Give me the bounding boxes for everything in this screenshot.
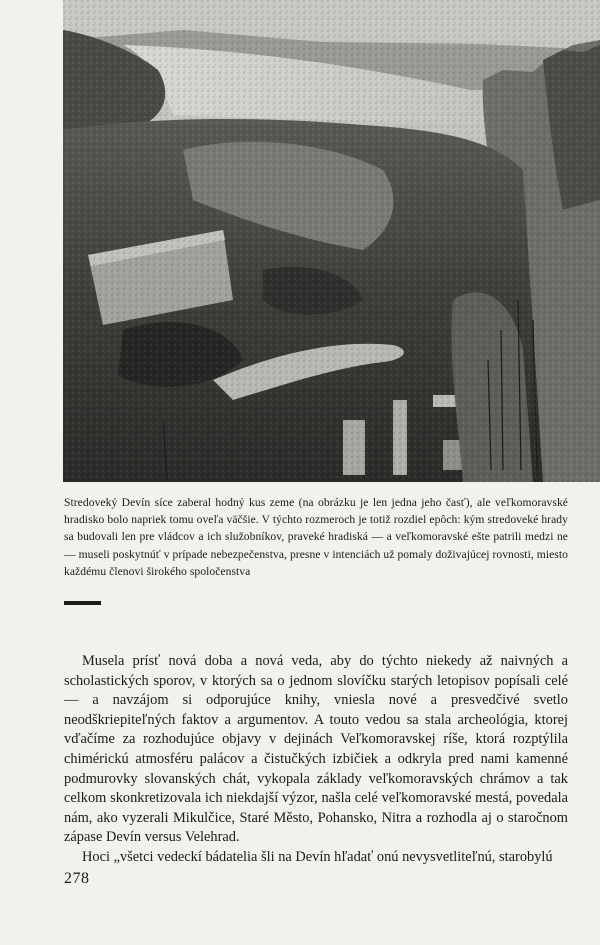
devin-ruins-photo xyxy=(63,0,600,482)
body-paragraph: Hoci „všetci vedeckí bádatelia šli na Devín hľadať onú nevysvetliteľnú, starobylú xyxy=(82,848,553,865)
caption-divider xyxy=(64,601,101,605)
photo-caption: Stredoveký Devín síce zaberal hodný kus zeme (na obrázku je len jedna jeho časť), ale veľkomoravské hradisko bolo napriek tomu oveľa väčšie. V týchto rozmeroch je totiž rozdiel epôch: kým stredoveké hrady sa budovali len pre vládcov a ich služobníkov, praveké hradiská — a veľkomoravské ešte patrili medzi ne — museli poskytnúť v prípade nebezpečenstva, presne v intenciách už pomaly doživajúcej rovnosti, miesto každému členovi širokého spoločenstva xyxy=(64,496,568,578)
photo-illustration xyxy=(63,0,600,482)
body-text xyxy=(64,652,568,868)
page-number: 278 xyxy=(64,870,90,887)
body-paragraph: Musela prísť nová doba a nová veda, aby do týchto niekedy až naivných a scholastických sporov, v ktorých sa o jednom slovíčku starých letopisov popísali celé — a navzájom si odporujúce knihy, vniesla nové a presvedčivé svetlo neodškriepiteľných faktov a argumentov. A touto vedou sa stala archeológia, ktorej vďačíme za rozhodujúce objavy v dejinách Veľkomoravskej ríše, ktorá rozptýlila chimérickú atmosféru palácov a čistučkých izbičiek a odkryla pred nami kamenné podmurovky slovanských chát, vykopala základy veľkomoravských chrámov a tak celkom skonkretizovala ich niekdajší výzor, našla celé veľkomoravské mestá, povedala nám, ako vyzerali Mikulčice, Staré Město, Pohansko, Nitra a rozhodla aj o staročnom zápase Devín versus Velehrad. xyxy=(64,653,568,846)
